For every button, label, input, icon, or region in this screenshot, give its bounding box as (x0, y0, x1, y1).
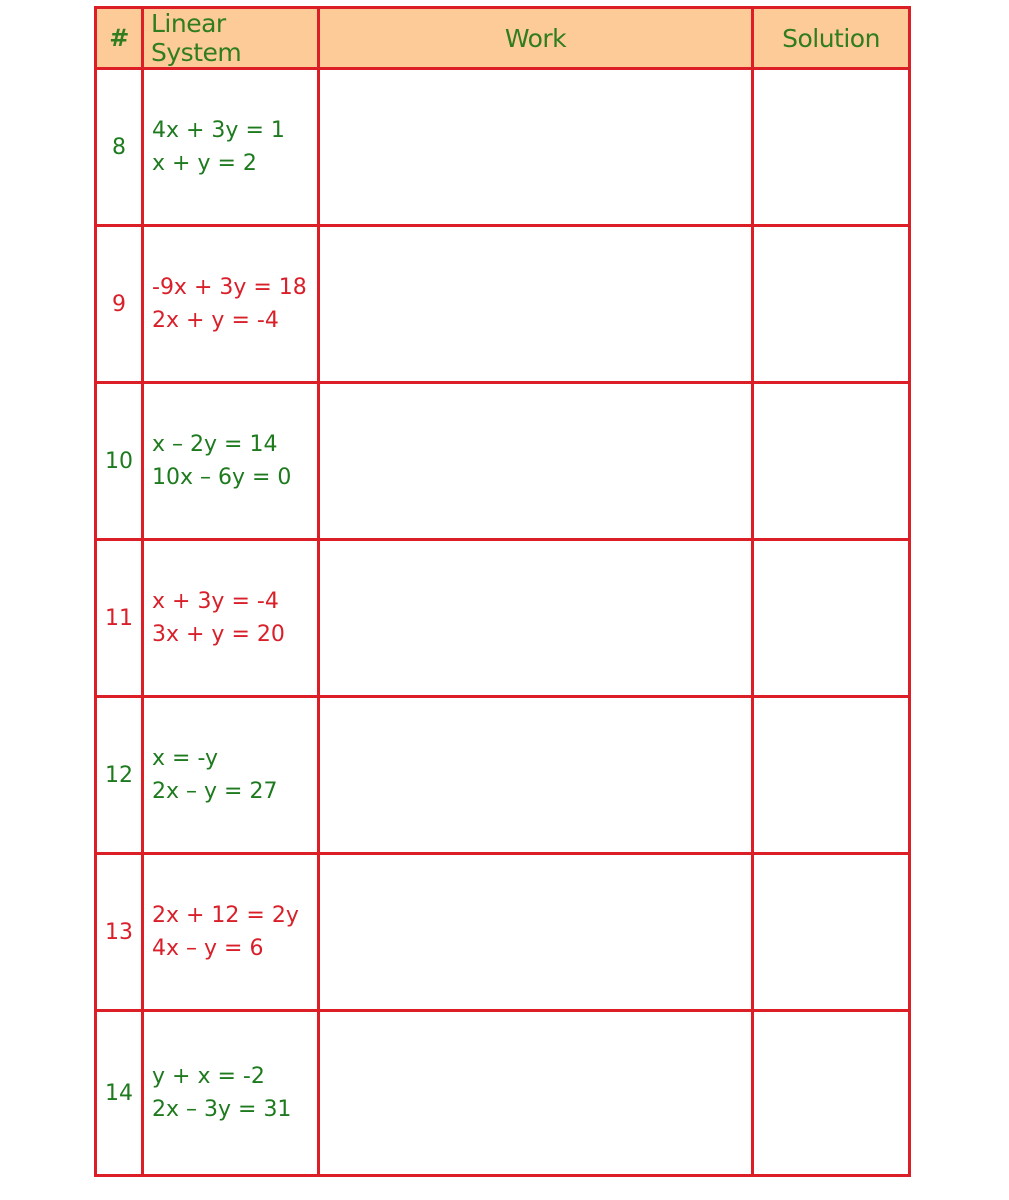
work-cell[interactable] (319, 854, 753, 1011)
linear-system-cell (143, 540, 319, 697)
work-cell[interactable] (319, 697, 753, 854)
equation-2: 4x – y = 6 (152, 936, 264, 961)
linear-system-cell (143, 226, 319, 383)
equation-1: x – 2y = 14 (152, 432, 278, 457)
problem-row-8 (96, 69, 910, 226)
work-cell[interactable] (319, 69, 753, 226)
work-cell[interactable] (319, 1011, 753, 1176)
problem-number: 11 (96, 540, 143, 697)
solution-cell[interactable] (753, 69, 910, 226)
problem-row-14 (96, 1011, 910, 1176)
solution-cell[interactable] (753, 697, 910, 854)
work-cell[interactable] (319, 540, 753, 697)
equation-1: 2x + 12 = 2y (152, 903, 299, 928)
linear-system-cell (143, 383, 319, 540)
header-row (96, 8, 910, 69)
problem-row-12 (96, 697, 910, 854)
equation-1: x = -y (152, 746, 219, 771)
equation-1: 4x + 3y = 1 (152, 118, 285, 143)
solution-cell[interactable] (753, 226, 910, 383)
equation-1: -9x + 3y = 18 (152, 275, 307, 300)
solution-cell[interactable] (753, 540, 910, 697)
problem-row-10 (96, 383, 910, 540)
problem-number: 13 (96, 854, 143, 1011)
solution-cell[interactable] (753, 854, 910, 1011)
equation-1: x + 3y = -4 (152, 589, 279, 614)
header-linear-system: Linear System (143, 8, 319, 69)
equation-2: 2x – y = 27 (152, 779, 278, 804)
linear-systems-worksheet (94, 6, 911, 1177)
linear-system-cell (143, 697, 319, 854)
equation-2: 3x + y = 20 (152, 622, 285, 647)
problem-row-9 (96, 226, 910, 383)
problem-row-11 (96, 540, 910, 697)
linear-system-cell (143, 854, 319, 1011)
equation-2: 10x – 6y = 0 (152, 465, 292, 490)
header-number: # (96, 8, 143, 69)
equation-2: x + y = 2 (152, 151, 257, 176)
problem-number: 8 (96, 69, 143, 226)
work-cell[interactable] (319, 383, 753, 540)
header-solution: Solution (753, 8, 910, 69)
solution-cell[interactable] (753, 1011, 910, 1176)
problem-number: 9 (96, 226, 143, 383)
problem-number: 12 (96, 697, 143, 854)
equation-2: 2x + y = -4 (152, 308, 279, 333)
problem-row-13 (96, 854, 910, 1011)
linear-system-cell (143, 69, 319, 226)
header-work: Work (319, 8, 753, 69)
problem-number: 10 (96, 383, 143, 540)
equation-1: y + x = -2 (152, 1064, 265, 1089)
problem-number: 14 (96, 1011, 143, 1176)
equation-2: 2x – 3y = 31 (152, 1097, 292, 1122)
solution-cell[interactable] (753, 383, 910, 540)
linear-system-cell (143, 1011, 319, 1176)
work-cell[interactable] (319, 226, 753, 383)
